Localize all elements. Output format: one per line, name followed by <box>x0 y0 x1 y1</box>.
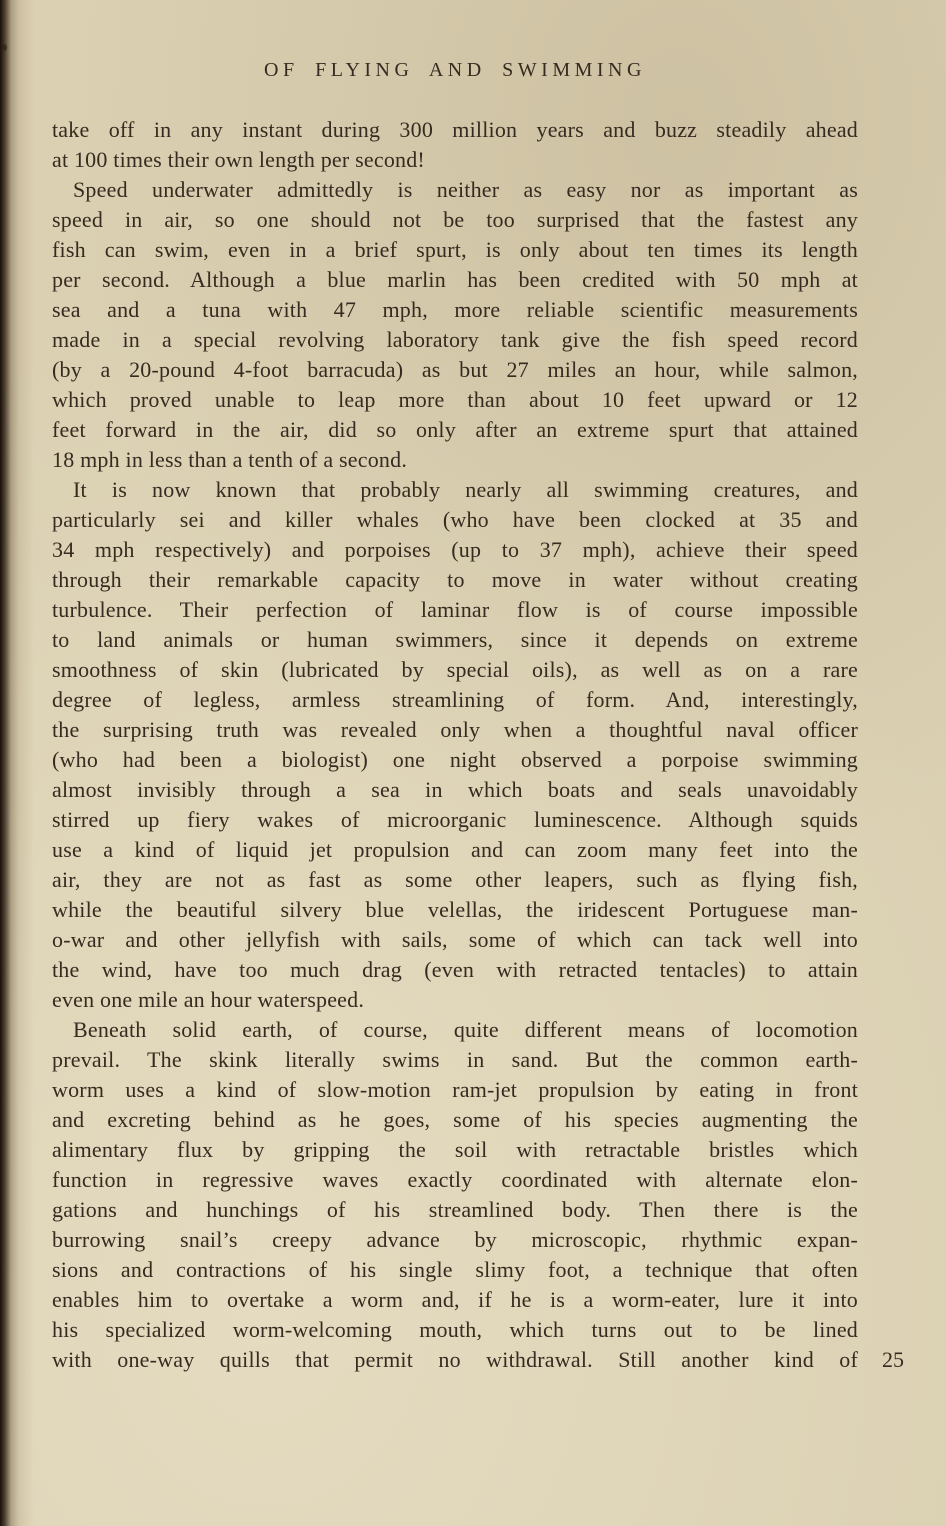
text-line: and excreting behind as he goes, some of his species augmenting the <box>52 1107 858 1132</box>
text-line: gations and hunchings of his streamlined body. Then there is the <box>52 1197 858 1222</box>
text-line: which proved unable to leap more than about 10 feet upward or 12 <box>52 387 858 412</box>
text-line: enables him to overtake a worm and, if he is a worm-eater, lure it into <box>52 1287 858 1312</box>
text-line: (by a 20-pound 4-foot barracuda) as but 27 miles an hour, while salmon, <box>52 357 858 382</box>
text-line: 18 mph in less than a tenth of a second. <box>52 447 408 472</box>
text-line: sea and a tuna with 47 mph, more reliable scientific measurements <box>52 297 858 322</box>
paragraph <box>52 115 858 175</box>
text-line: take off in any instant during 300 million years and buzz steadily ahead <box>52 117 858 142</box>
text-line: (who had been a biologist) one night observed a porpoise swimming <box>52 747 858 772</box>
text-line: to land animals or human swimmers, since it depends on extreme <box>52 627 858 652</box>
body-text <box>52 115 858 1375</box>
text-line: stirred up fiery wakes of microorganic luminescence. Although squids <box>52 807 858 832</box>
text-line: almost invisibly through a sea in which boats and seals unavoidably <box>52 777 858 802</box>
text-line: function in regressive waves exactly coordinated with alternate elon- <box>52 1167 858 1192</box>
text-line: with one-way quills that permit no withdrawal. Still another kind of <box>52 1347 858 1372</box>
running-header: OF FLYING AND SWIMMING <box>264 59 646 81</box>
text-line: worm uses a kind of slow-motion ram-jet propulsion by eating in front <box>52 1077 858 1102</box>
text-line: prevail. The skink literally swims in sand. But the common earth- <box>52 1047 858 1072</box>
text-line: degree of legless, armless streamlining of form. And, interestingly, <box>52 687 858 712</box>
text-line: alimentary flux by gripping the soil with retractable bristles which <box>52 1137 858 1162</box>
text-line: o-war and other jellyfish with sails, some of which can tack well into <box>52 927 858 952</box>
text-line: the wind, have too much drag (even with retracted tentacles) to attain <box>52 957 858 982</box>
scan-speck <box>2 44 7 51</box>
text-line: while the beautiful silvery blue velellas, the iridescent Portuguese man- <box>52 897 858 922</box>
text-line: his specialized worm-welcoming mouth, which turns out to be lined <box>52 1317 858 1342</box>
text-line: turbulence. Their perfection of laminar flow is of course impossible <box>52 597 858 622</box>
text-line: 34 mph respectively) and porpoises (up to 37 mph), achieve their speed <box>52 537 858 562</box>
text-line: burrowing snail’s creepy advance by microscopic, rhythmic expan- <box>52 1227 858 1252</box>
text-line: Speed underwater admittedly is neither as easy nor as important as <box>73 177 858 202</box>
text-line: at 100 times their own length per second! <box>52 147 425 172</box>
text-line: air, they are not as fast as some other leapers, such as flying fish, <box>52 867 858 892</box>
text-line: made in a special revolving laboratory tank give the fish speed record <box>52 327 858 352</box>
page-number: 25 <box>882 1347 904 1372</box>
text-line: even one mile an hour waterspeed. <box>52 987 365 1012</box>
text-line: particularly sei and killer whales (who have been clocked at 35 and <box>52 507 858 532</box>
text-line: use a kind of liquid jet propulsion and can zoom many feet into the <box>52 837 858 862</box>
text-line: It is now known that probably nearly all swimming creatures, and <box>73 477 858 502</box>
text-line: the surprising truth was revealed only when a thoughtful naval officer <box>52 717 858 742</box>
text-line: Beneath solid earth, of course, quite different means of locomotion <box>73 1017 858 1042</box>
text-line: through their remarkable capacity to move in water without creating <box>52 567 858 592</box>
text-line: fish can swim, even in a brief spurt, is only about ten times its length <box>52 237 858 262</box>
paragraph <box>52 1015 858 1375</box>
text-line: feet forward in the air, did so only after an extreme spurt that attained <box>52 417 858 442</box>
text-line: per second. Although a blue marlin has been credited with 50 mph at <box>52 267 858 292</box>
text-line: sions and contractions of his single slimy foot, a technique that often <box>52 1257 858 1282</box>
text-line: speed in air, so one should not be too surprised that the fastest any <box>52 207 858 232</box>
paragraph <box>52 175 858 475</box>
binding-shadow <box>0 0 36 1526</box>
text-line: smoothness of skin (lubricated by special oils), as well as on a rare <box>52 657 858 682</box>
paragraph <box>52 475 858 1015</box>
